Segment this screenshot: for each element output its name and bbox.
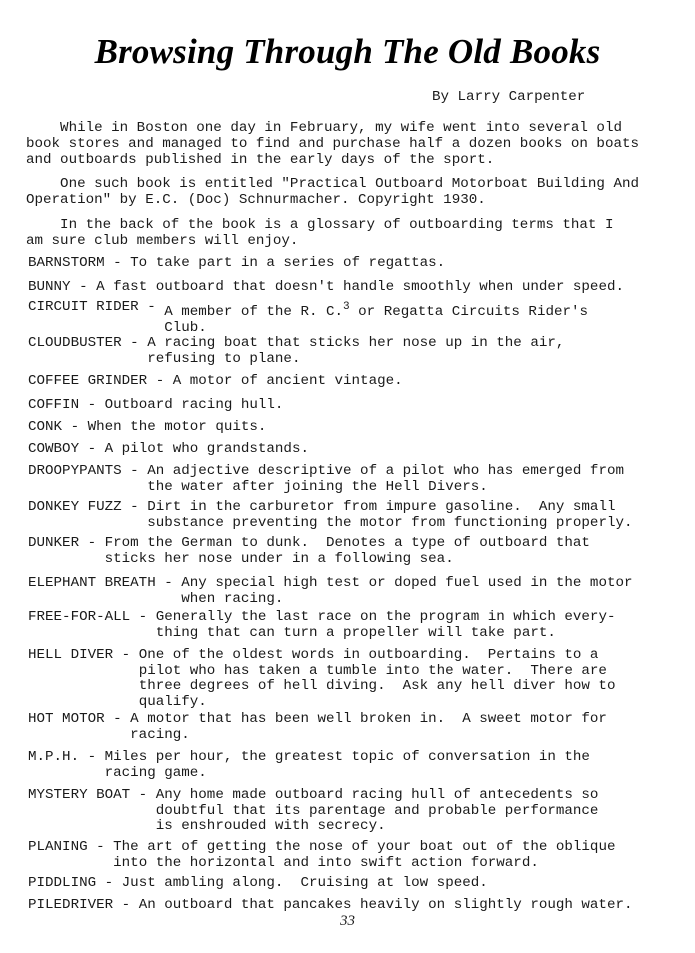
glossary-entry — [28, 420, 266, 436]
glossary-dash: - — [79, 441, 105, 457]
glossary-definition: Any special high test or doped fuel used in the motor when racing. — [181, 575, 633, 607]
glossary-definition: A motor of ancient vintage. — [172, 373, 403, 389]
glossary-dash: - — [121, 335, 148, 351]
glossary-dash: - — [70, 279, 97, 295]
glossary-term: PIDDLING — [28, 875, 97, 891]
glossary-dash: - — [130, 787, 156, 803]
glossary-definition: A motor that has been well broken in. A sweet motor for racing. — [130, 711, 607, 743]
glossary-definition: Just ambling along. Cruising at low speed. — [121, 875, 488, 891]
glossary-dash: - — [62, 419, 88, 435]
glossary-entry — [28, 464, 624, 495]
glossary-dash: - — [121, 463, 148, 479]
glossary-entry — [28, 256, 445, 272]
glossary-dash: - — [96, 875, 122, 891]
glossary-term: COWBOY — [28, 441, 80, 457]
glossary-entry — [28, 336, 564, 367]
glossary-entry — [28, 398, 283, 414]
book-reference-paragraph: One such book is entitled "Practical Outboard Motorboat Building And Operation" by E.C. (Doc) Schnurmacher. Copyright 1930. — [26, 176, 639, 208]
glossary-term: PILEDRIVER — [28, 897, 114, 913]
glossary-entry — [28, 300, 588, 336]
glossary-definition: Any home made outboard racing hull of antecedents so doubtful that its parentage and probable performance is enshrouded with secrecy. — [155, 787, 599, 834]
glossary-dash: - — [121, 499, 148, 515]
glossary-definition: Outboard racing hull. — [104, 397, 284, 413]
glossary-term: DUNKER — [28, 535, 80, 551]
intro-paragraph: While in Boston one day in February, my wife went into several old book stores and managed to find and purchase half a dozen books on boats and outboards published in the early days of the sport. — [26, 120, 639, 168]
glossary-definition: A pilot who grandstands. — [104, 441, 309, 457]
glossary-entry — [28, 576, 633, 607]
glossary-dash: - — [147, 373, 173, 389]
glossary-entry — [28, 750, 590, 781]
byline: By Larry Carpenter — [432, 89, 586, 105]
glossary-entry — [28, 648, 615, 710]
glossary-term: M.P.H. — [28, 749, 80, 765]
glossary-entry — [28, 374, 403, 390]
glossary-entry — [28, 712, 607, 743]
glossary-entry — [28, 876, 488, 892]
glossary-term: CLOUDBUSTER — [28, 335, 122, 351]
glossary-dash: - — [104, 255, 131, 271]
glossary-term: CIRCUIT RIDER — [28, 299, 139, 315]
glossary-term: FREE-FOR-ALL — [28, 609, 131, 625]
glossary-intro-paragraph: In the back of the book is a glossary of outboarding terms that I am sure club members will enjoy. — [26, 217, 614, 249]
glossary-definition: A racing boat that sticks her nose up in the air, refusing to plane. — [147, 335, 565, 367]
glossary-dash: - — [130, 609, 156, 625]
glossary-term: HELL DIVER — [28, 647, 114, 663]
glossary-term: COFFEE GRINDER — [28, 373, 148, 389]
glossary-term: CONK — [28, 419, 63, 435]
glossary-term: COFFIN — [28, 397, 80, 413]
glossary-term: PLANING — [28, 839, 88, 855]
article-title: Browsing Through The Old Books — [94, 32, 601, 71]
glossary-entry — [28, 898, 633, 914]
glossary-definition: An adjective descriptive of a pilot who has emerged from the water after joining the Hell Divers. — [147, 463, 624, 495]
glossary-definition: A member of the R. C.$^3$ or Regatta Circuits Rider's Club. — [164, 301, 589, 336]
glossary-entry — [28, 500, 633, 531]
glossary-definition: When the motor quits. — [87, 419, 267, 435]
glossary-entry — [28, 610, 615, 641]
glossary-definition: Generally the last race on the program in which every- thing that can turn a propeller will take part. — [155, 609, 616, 641]
glossary-dash: - — [79, 535, 105, 551]
glossary-dash: - — [113, 897, 139, 913]
glossary-definition: From the German to dunk. Denotes a type of outboard that sticks her nose under in a following sea. — [104, 535, 590, 567]
glossary-dash: - — [87, 839, 114, 855]
glossary-dash: - — [79, 397, 105, 413]
glossary-definition: An outboard that pancakes heavily on slightly rough water. — [138, 897, 633, 913]
glossary-entry — [28, 840, 615, 871]
glossary-term: BARNSTORM — [28, 255, 105, 271]
glossary-entry — [28, 536, 590, 567]
glossary-definition: To take part in a series of regattas. — [130, 255, 446, 271]
glossary-definition: A fast outboard that doesn't handle smoothly when under speed. — [96, 279, 624, 295]
glossary-entry — [28, 442, 309, 458]
glossary-dash: - — [104, 711, 131, 727]
glossary-definition: Dirt in the carburetor from impure gasoline. Any small substance preventing the motor from functioning properly. — [147, 499, 633, 531]
glossary-term: HOT MOTOR — [28, 711, 105, 727]
glossary-definition: One of the oldest words in outboarding. Pertains to a pilot who has taken a tumble into the water. There are three degrees of hell diving. Ask any hell diver how to qualify. — [138, 647, 616, 710]
glossary-definition: The art of getting the nose of your boat out of the oblique into the horizontal and into swift action forward. — [113, 839, 616, 871]
glossary-definition: Miles per hour, the greatest topic of conversation in the racing game. — [104, 749, 590, 781]
glossary-term: ELEPHANT BREATH — [28, 575, 156, 591]
glossary-entry — [28, 280, 624, 296]
glossary-dash: - — [113, 647, 139, 663]
glossary-term: MYSTERY BOAT — [28, 787, 131, 803]
glossary-entry — [28, 788, 598, 835]
page-number: 33 — [340, 913, 355, 929]
glossary-dash: - — [155, 575, 182, 591]
glossary-term: DONKEY FUZZ — [28, 499, 122, 515]
glossary-dash: - — [79, 749, 105, 765]
glossary-dash: - — [138, 299, 165, 315]
glossary-term: DROOPYPANTS — [28, 463, 122, 479]
glossary-term: BUNNY — [28, 279, 71, 295]
